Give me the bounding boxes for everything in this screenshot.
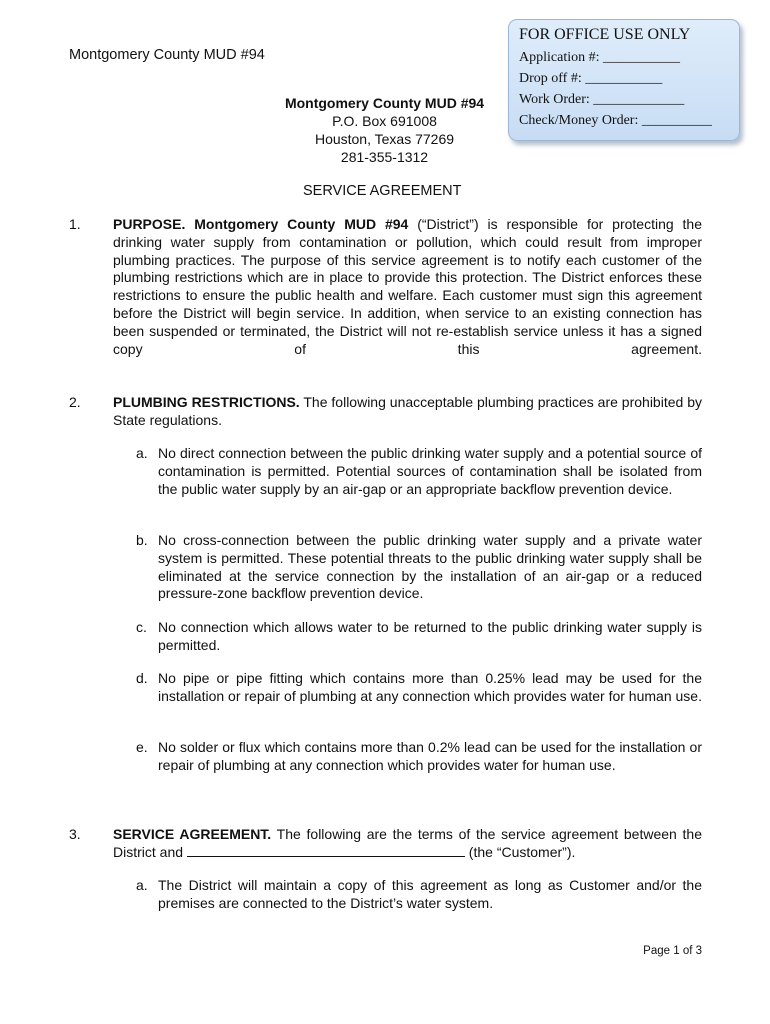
list-item bbox=[136, 670, 702, 706]
section-1-number: 1. bbox=[69, 216, 81, 232]
section-1-heading: PURPOSE. Montgomery County MUD #94 bbox=[113, 216, 409, 232]
list-item-text: The District will maintain a copy of this agreement as long as Customer and/or the premises are connected to the District’s water system. bbox=[158, 877, 702, 911]
page-number: Page 1 of 3 bbox=[643, 945, 702, 957]
list-item-text: No solder or flux which contains more than 0.2% lead can be used for the installation or repair of plumbing at any connection which provides water for human use. bbox=[158, 739, 702, 773]
address-name: Montgomery County MUD #94 bbox=[284, 95, 485, 111]
list-item-label: a. bbox=[136, 445, 148, 461]
section-3-heading: SERVICE AGREEMENT. bbox=[113, 826, 272, 842]
list-item-text: No direct connection between the public drinking water supply and a potential source of contamination is permitted. Potential sources of contamination shall be isolated from the public water supply by an air-gap or an appropriate backflow prevention device. bbox=[158, 445, 702, 497]
section-2-heading: PLUMBING RESTRICTIONS. bbox=[113, 394, 300, 410]
section-2-number: 2. bbox=[69, 394, 81, 410]
list-item bbox=[136, 739, 702, 775]
section-1-body: (“District”) is responsible for protecting the drinking water supply from contamination or pollution, which could result from improper plumbing practices. The purpose of this service agreement is to notify each customer of the plumbing restrictions which are in place to provide this protection. The District enforces these restrictions to ensure the public health and welfare. Each customer must sign this agreement before the District will begin service. In addition, when service to an existing connection has been suspended or terminated, the District will not re-establish service unless it has a signed copy of this agreement. bbox=[113, 216, 702, 357]
section-3-body-pre: The following are the terms of the service agreement between the District and bbox=[113, 826, 702, 860]
list-item-label: c. bbox=[136, 619, 147, 635]
list-item-label: b. bbox=[136, 532, 148, 548]
list-item-text: No connection which allows water to be returned to the public drinking water supply is permitted. bbox=[158, 619, 702, 653]
list-item bbox=[136, 532, 702, 603]
check-money-order-field[interactable]: Check/Money Order: __________ bbox=[519, 113, 712, 128]
section-2-body: The following unacceptable plumbing practices are prohibited by State regulations. bbox=[113, 394, 702, 428]
section-3-paragraph bbox=[113, 826, 702, 862]
document-title: SERVICE AGREEMENT bbox=[303, 183, 462, 199]
list-item-text: No pipe or pipe fitting which contains more than 0.25% lead may be used for the installation or repair of plumbing at any connection which provides water for human use. bbox=[158, 670, 702, 704]
list-item bbox=[136, 445, 702, 498]
drop-off-number-field[interactable]: Drop off #: ___________ bbox=[519, 71, 663, 86]
address-po-box: P.O. Box 691008 bbox=[332, 113, 437, 129]
list-item bbox=[136, 619, 702, 655]
list-item-label: d. bbox=[136, 670, 148, 686]
list-item bbox=[136, 877, 702, 913]
list-item-text: No cross-connection between the public drinking water supply and a private water system is permitted. These potential threats to the public drinking water supply shall be eliminated at the service connection by the installation of an air-gap or a reduced pressure-zone backflow prevention device. bbox=[158, 532, 702, 602]
header-district-name: Montgomery County MUD #94 bbox=[69, 47, 265, 63]
list-item-label: e. bbox=[136, 739, 148, 755]
section-1-paragraph bbox=[113, 216, 702, 358]
section-3-body-post: (the “Customer”). bbox=[464, 843, 576, 860]
application-number-field[interactable]: Application #: ___________ bbox=[519, 50, 680, 65]
address-phone: 281-355-1312 bbox=[340, 149, 429, 165]
section-2-paragraph bbox=[113, 394, 702, 430]
customer-name-blank[interactable] bbox=[187, 844, 465, 857]
address-city: Houston, Texas 77269 bbox=[314, 131, 455, 147]
office-use-box bbox=[508, 19, 740, 141]
list-item-label: a. bbox=[136, 877, 148, 893]
work-order-field[interactable]: Work Order: _____________ bbox=[519, 92, 685, 107]
section-3-number: 3. bbox=[69, 826, 81, 842]
office-use-title: FOR OFFICE USE ONLY bbox=[519, 26, 691, 43]
